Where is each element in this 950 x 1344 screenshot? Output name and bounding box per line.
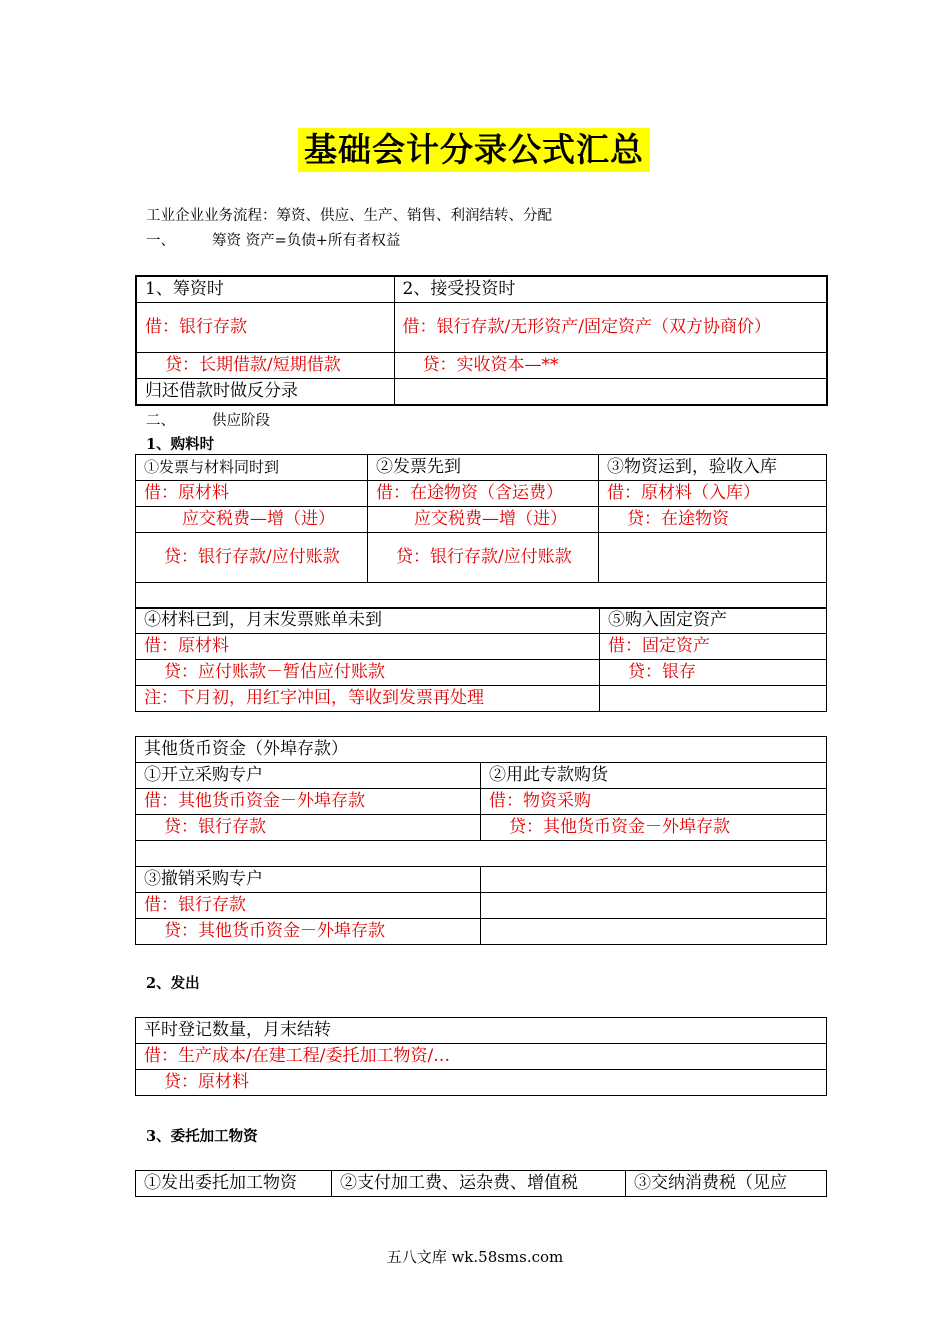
section-2-number: 二、 — [146, 413, 175, 429]
financing-credit-1: 贷：长期借款/短期借款 — [136, 353, 394, 379]
subsection-purchase: 1、购料时 — [146, 436, 215, 453]
purchase-debit-2: 借：在途物资（含运费） — [368, 481, 599, 507]
subsection-issue: 2、发出 — [146, 975, 200, 992]
purchase-credit-3: 贷：在途物资 — [599, 507, 827, 533]
processing-header-1: ①发出委托加工物资 — [136, 1171, 332, 1197]
other-funds-empty-2 — [481, 893, 827, 919]
purchase-credit-2: 贷：银行存款/应付账款 — [368, 533, 599, 583]
issue-debit: 借：生产成本/在建工程/委托加工物资/… — [136, 1044, 827, 1070]
financing-table — [135, 275, 828, 406]
purchase-header-3: ③物资运到，验收入库 — [599, 455, 827, 481]
other-funds-spacer-row — [136, 841, 827, 867]
intro-line: 工业企业业务流程：筹资、供应、生产、销售、利润结转、分配 — [146, 208, 552, 224]
financing-header-1: 1、筹资时 — [136, 276, 394, 303]
other-funds-empty-3 — [481, 919, 827, 945]
processing-header-3: ③交纳消费税（见应 — [626, 1171, 827, 1197]
other-funds-header-2: ②用此专款购货 — [481, 763, 827, 789]
other-funds-debit-1: 借：其他货币资金－外埠存款 — [136, 789, 481, 815]
other-funds-heading: 其他货币资金（外埠存款） — [136, 737, 827, 763]
estimate-header-2: ⑤购入固定资产 — [600, 608, 827, 634]
issue-table — [135, 1017, 827, 1096]
purchase-debit-3: 借：原材料（入库） — [599, 481, 827, 507]
other-funds-credit-3: 贷：其他货币资金－外埠存款 — [136, 919, 481, 945]
other-funds-empty-1 — [481, 867, 827, 893]
section-2-heading: 供应阶段 — [212, 413, 270, 429]
financing-credit-2: 贷：实收资本—** — [394, 353, 827, 379]
purchase-header-1: ①发票与材料同时到 — [136, 455, 368, 481]
estimate-header-1: ④材料已到，月末发票账单未到 — [136, 608, 600, 634]
purchase-tax-2: 应交税费—增（进） — [368, 507, 599, 533]
financing-header-2: 2、接受投资时 — [394, 276, 827, 303]
financing-debit-2: 借：银行存款/无形资产/固定资产（双方协商价） — [394, 303, 827, 353]
other-funds-debit-3: 借：银行存款 — [136, 893, 481, 919]
subsection-processing: 3、委托加工物资 — [146, 1128, 258, 1145]
purchase-debit-1: 借：原材料 — [136, 481, 368, 507]
page-title: 基础会计分录公式汇总 — [298, 128, 650, 172]
estimate-note: 注：下月初，用红字冲回，等收到发票再处理 — [136, 686, 600, 712]
estimate-debit-2: 借：固定资产 — [600, 634, 827, 660]
other-funds-credit-1: 贷：银行存款 — [136, 815, 481, 841]
estimate-credit-1: 贷：应付账款－暂估应付账款 — [136, 660, 600, 686]
other-funds-header-1: ①开立采购专户 — [136, 763, 481, 789]
estimate-credit-2: 贷：银存 — [600, 660, 827, 686]
other-funds-debit-2: 借：物资采购 — [481, 789, 827, 815]
processing-table — [135, 1170, 827, 1197]
purchase-header-2: ②发票先到 — [368, 455, 599, 481]
processing-header-2: ②支付加工费、运杂费、增值税 — [332, 1171, 626, 1197]
section-1-heading: 筹资 资产=负债+所有者权益 — [212, 233, 401, 249]
purchase-tax-1: 应交税费—增（进） — [136, 507, 368, 533]
financing-note: 归还借款时做反分录 — [136, 379, 394, 406]
other-funds-credit-2: 贷：其他货币资金－外埠存款 — [481, 815, 827, 841]
estimate-empty-cell — [600, 686, 827, 712]
issue-credit: 贷：原材料 — [136, 1070, 827, 1096]
other-funds-table — [135, 736, 827, 945]
purchase-table — [135, 454, 827, 609]
estimate-table — [135, 607, 827, 712]
issue-heading: 平时登记数量，月末结转 — [136, 1018, 827, 1044]
purchase-credit-1: 贷：银行存款/应付账款 — [136, 533, 368, 583]
estimate-debit-1: 借：原材料 — [136, 634, 600, 660]
other-funds-header-3: ③撤销采购专户 — [136, 867, 481, 893]
financing-empty-cell — [394, 379, 827, 406]
purchase-spacer-row — [136, 583, 827, 609]
footer-watermark: 五八文库 wk.58sms.com — [386, 1248, 564, 1266]
purchase-empty-cell — [599, 533, 827, 583]
section-1-number: 一、 — [146, 233, 175, 249]
financing-debit-1: 借：银行存款 — [136, 303, 394, 353]
